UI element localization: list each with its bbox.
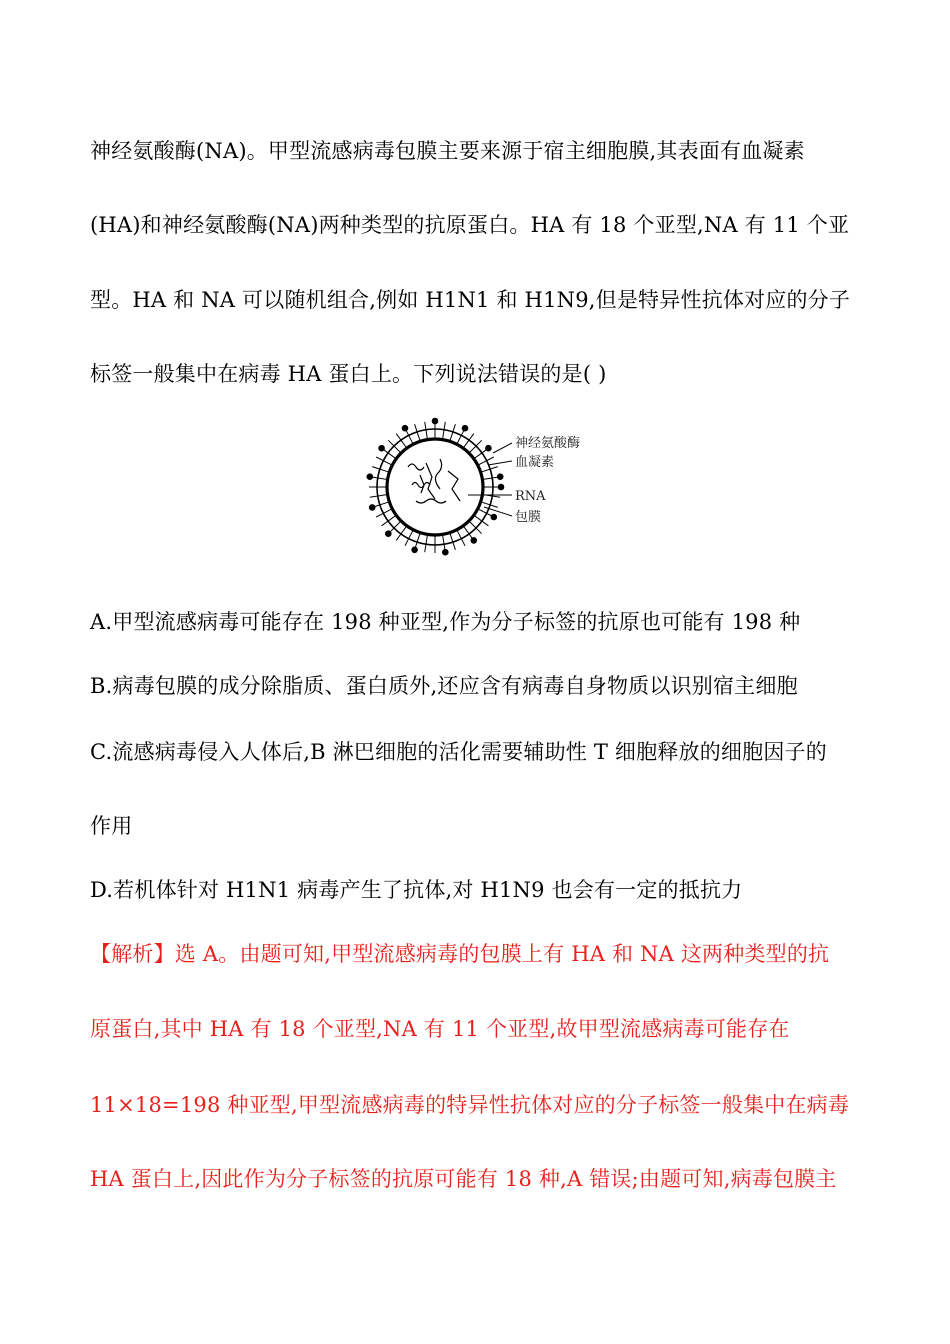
neuraminidase-knob bbox=[497, 473, 504, 480]
neuraminidase-knob bbox=[432, 418, 439, 425]
virus-structure-svg bbox=[360, 415, 600, 565]
option-d: D.若机体针对 H1N1 病毒产生了抗体,对 H1N9 也会有一定的抵抗力 bbox=[90, 878, 743, 902]
spike bbox=[370, 495, 388, 498]
neuraminidase-knob bbox=[471, 537, 478, 544]
spike bbox=[443, 422, 446, 440]
label-envelope: 包膜 bbox=[515, 510, 542, 525]
spike bbox=[463, 434, 474, 449]
spike bbox=[396, 434, 407, 449]
analysis-line-3: 11×18=198 种亚型,甲型流感病毒的特异性抗体对应的分子标签一般集中在病毒 bbox=[90, 1093, 850, 1117]
label-hemagglutinin: 血凝素 bbox=[515, 455, 555, 470]
neuraminidase-knob bbox=[367, 473, 374, 480]
rna-strands bbox=[408, 459, 460, 503]
envelope-membrane bbox=[387, 439, 483, 535]
neuraminidase-knob bbox=[402, 425, 409, 432]
option-c-line-1: C.流感病毒侵入人体后,B 淋巴细胞的活化需要辅助性 T 细胞释放的细胞因子的 bbox=[90, 740, 827, 764]
spike bbox=[425, 422, 428, 440]
question-line-3: 型。HA 和 NA 可以随机组合,例如 H1N1 和 H1N9,但是特异性抗体对应的分子 bbox=[90, 288, 851, 312]
neuraminidase-knob bbox=[411, 547, 418, 554]
spike bbox=[382, 515, 397, 526]
label-rna: RNA bbox=[515, 489, 546, 504]
neuraminidase-knob bbox=[491, 514, 498, 521]
neuraminidase-knob bbox=[462, 425, 469, 432]
option-b: B.病毒包膜的成分除脂质、蛋白质外,还应含有病毒自身物质以识别宿主细胞 bbox=[90, 674, 798, 698]
spike bbox=[425, 534, 428, 552]
neuraminidase-knob bbox=[485, 445, 492, 452]
option-a: A.甲型流感病毒可能存在 198 种亚型,作为分子标签的抗原也可能有 198 种 bbox=[90, 610, 801, 634]
question-line-2: (HA)和神经氨酸酶(NA)两种类型的抗原蛋白。HA 有 18 个亚型,NA 有 11 个亚 bbox=[90, 213, 850, 237]
analysis-line-2: 原蛋白,其中 HA 有 18 个亚型,NA 有 11 个亚型,故甲型流感病毒可能存在 bbox=[90, 1017, 790, 1041]
spike bbox=[474, 515, 489, 526]
neuraminidase-knob bbox=[498, 484, 505, 491]
option-c-line-2: 作用 bbox=[90, 814, 133, 838]
neuraminidase-knob bbox=[442, 549, 449, 556]
spike bbox=[396, 526, 407, 541]
outer-envelope-ring bbox=[377, 429, 493, 545]
analysis-line-4: HA 蛋白上,因此作为分子标签的抗原可能有 18 种,A 错误;由题可知,病毒包膜主 bbox=[90, 1167, 837, 1191]
influenza-virus-diagram bbox=[360, 415, 600, 565]
question-line-1: 神经氨酸酶(NA)。甲型流感病毒包膜主要来源于宿主细胞膜,其表面有血凝素 bbox=[90, 139, 805, 163]
question-line-4: 标签一般集中在病毒 HA 蛋白上。下列说法错误的是( ) bbox=[90, 362, 607, 386]
label-neuraminidase: 神经氨酸酶 bbox=[515, 436, 581, 451]
neuraminidase-knob bbox=[378, 445, 385, 452]
neuraminidase-knob bbox=[385, 530, 392, 537]
analysis-line-1: 【解析】选 A。由题可知,甲型流感病毒的包膜上有 HA 和 NA 这两种类型的抗 bbox=[90, 942, 830, 966]
neuraminidase-knob bbox=[369, 504, 376, 511]
